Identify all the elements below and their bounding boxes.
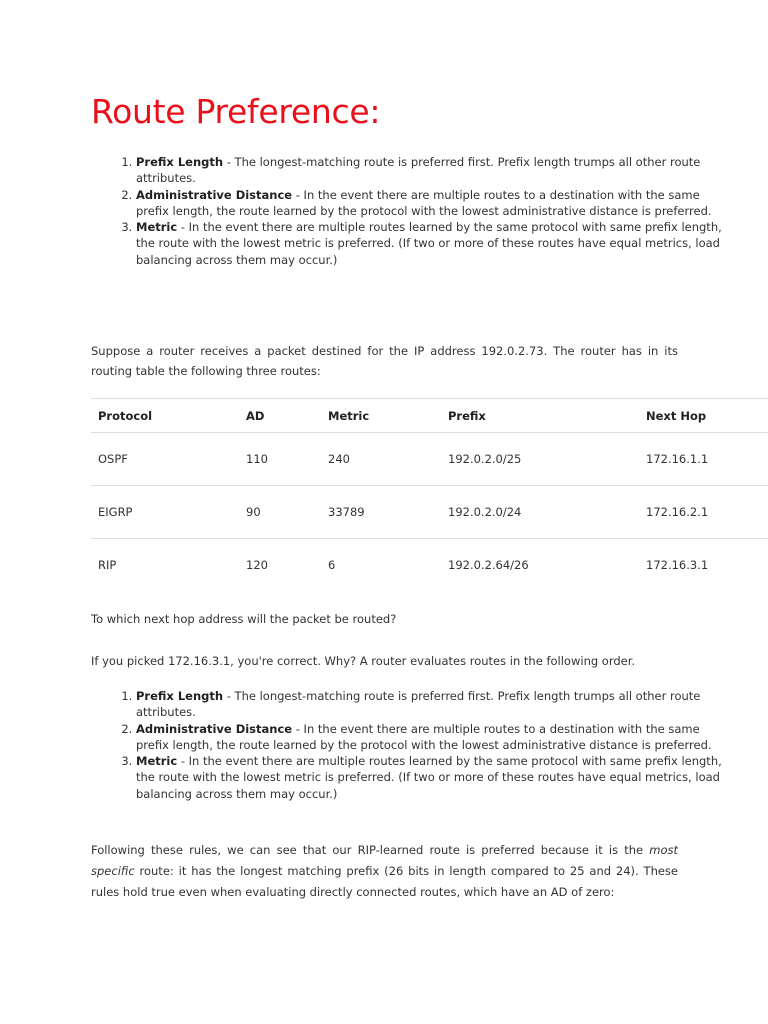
conclusion-text-after: route: it has the longest matching prefix (26 bits in length compared to 25 and 24). These rules hold true even when evaluating directly connected routes, which have an AD of zero: bbox=[91, 864, 678, 899]
cell-metric: 240 bbox=[321, 433, 441, 486]
cell-ad: 90 bbox=[239, 486, 321, 539]
column-header-metric: Metric bbox=[321, 399, 441, 433]
answer-paragraph: If you picked 172.16.3.1, you're correct. Why? A router evaluates routes in the following order. bbox=[91, 654, 636, 668]
cell-protocol: RIP bbox=[98, 558, 117, 572]
rule-text: - The longest-matching route is preferred first. Prefix length trumps all other route attributes. bbox=[136, 155, 701, 186]
question-paragraph: To which next hop address will the packet be routed? bbox=[91, 612, 397, 626]
conclusion-text-before: Following these rules, we can see that our RIP-learned route is preferred because it is the bbox=[91, 843, 650, 857]
table-row bbox=[91, 433, 768, 486]
list-item bbox=[136, 154, 726, 187]
cell-prefix: 192.0.2.64/26 bbox=[448, 558, 529, 572]
column-header-next-hop: Next Hop bbox=[639, 399, 768, 433]
table-row bbox=[91, 486, 768, 539]
conclusion-emphasis: most specific bbox=[91, 843, 678, 878]
rule-term: Metric bbox=[136, 220, 178, 235]
route-evaluation-list bbox=[91, 688, 726, 802]
rule-term: Administrative Distance bbox=[136, 721, 293, 736]
cell-next-hop: 172.16.2.1 bbox=[639, 486, 768, 539]
rule-text: - In the event there are multiple routes to a destination with the same prefix length, the route learned by the protocol with the lowest administrative distance is preferred. bbox=[136, 721, 712, 752]
rule-term: Administrative Distance bbox=[136, 187, 293, 202]
rule-term: Prefix Length bbox=[136, 155, 224, 169]
cell-protocol: OSPF bbox=[91, 433, 239, 486]
route-preference-list bbox=[91, 154, 726, 268]
list-item bbox=[136, 187, 726, 220]
page-title: Route Preference: bbox=[91, 92, 381, 131]
rule-text: - In the event there are multiple routes to a destination with the same prefix length, the route learned by the protocol with the lowest administrative distance is preferred. bbox=[136, 187, 712, 218]
cell-protocol: EIGRP bbox=[91, 486, 239, 539]
rule-text: - The longest-matching route is preferred first. Prefix length trumps all other route attributes. bbox=[136, 689, 701, 720]
table-header-row bbox=[91, 399, 768, 433]
cell-ad: 110 bbox=[239, 433, 321, 486]
table-row bbox=[91, 539, 768, 592]
routing-table bbox=[91, 398, 768, 591]
column-header-prefix: Prefix bbox=[441, 399, 639, 433]
rule-text: - In the event there are multiple routes learned by the same protocol with same prefix length, the route with the lowest metric is preferred. (If two or more of these routes have equal metrics, load balancing across them may occur.) bbox=[136, 220, 722, 267]
rule-text: - In the event there are multiple routes learned by the same protocol with same prefix length, the route with the lowest metric is preferred. (If two or more of these routes have equal metrics, load balancing across them may occur.) bbox=[136, 754, 722, 801]
cell-metric: 6 bbox=[328, 558, 336, 572]
column-header-ad: AD bbox=[239, 399, 321, 433]
cell-next-hop: 172.16.1.1 bbox=[639, 433, 768, 486]
column-header-protocol: Protocol bbox=[91, 399, 239, 433]
cell-prefix: 192.0.2.0/25 bbox=[441, 433, 639, 486]
list-item bbox=[136, 721, 726, 754]
list-item bbox=[136, 753, 726, 802]
cell-ad: 120 bbox=[246, 558, 268, 572]
cell-metric: 33789 bbox=[321, 486, 441, 539]
conclusion-paragraph bbox=[91, 840, 678, 903]
cell-next-hop: 172.16.3.1 bbox=[646, 558, 709, 572]
list-item bbox=[136, 219, 726, 268]
intro-paragraph: Suppose a router receives a packet destined for the IP address 192.0.2.73. The router has in its routing table the following three routes: bbox=[91, 344, 678, 378]
rule-term: Prefix Length bbox=[136, 689, 224, 703]
cell-prefix: 192.0.2.0/24 bbox=[441, 486, 639, 539]
rule-term: Metric bbox=[136, 754, 178, 769]
list-item bbox=[136, 688, 726, 721]
